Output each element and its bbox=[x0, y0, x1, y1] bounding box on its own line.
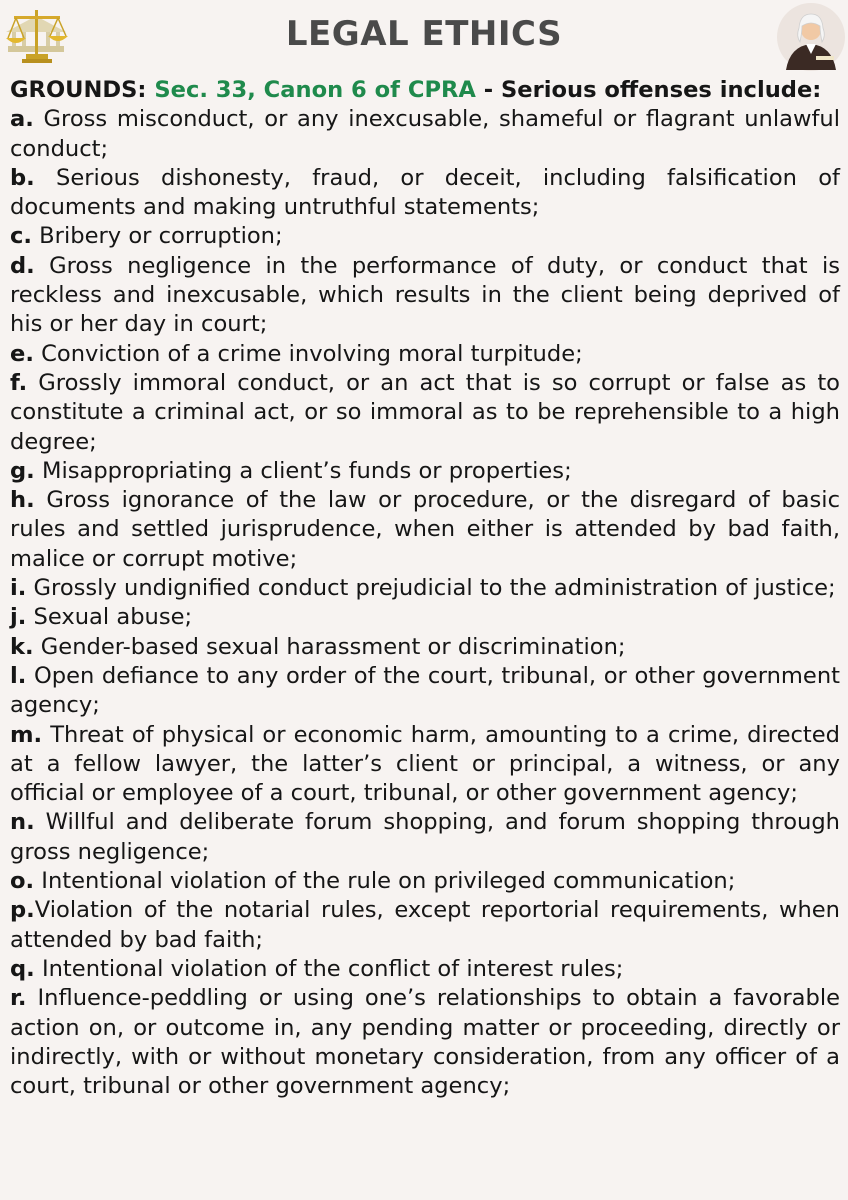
list-item bbox=[10, 955, 840, 984]
item-text: Gross misconduct, or any inexcusable, shameful or flagrant unlawful conduct; bbox=[10, 106, 841, 162]
item-letter: k. bbox=[10, 633, 34, 660]
list-item bbox=[10, 369, 840, 457]
item-letter: b. bbox=[10, 164, 35, 191]
item-text: Conviction of a crime involving moral turpitude; bbox=[41, 340, 583, 367]
item-text: Intentional violation of the rule on privileged communication; bbox=[41, 868, 736, 895]
item-letter: l. bbox=[10, 662, 27, 689]
list-item bbox=[10, 105, 840, 164]
list-item bbox=[10, 457, 840, 486]
item-letter: p. bbox=[10, 897, 35, 924]
item-text: Influence-peddling or using one’s relationships to obtain a favorable action on, or outcome in, any pending matter or proceeding, directly or indirectly, with or without monetary consideration, from any officer of a court, tribunal or other government agency; bbox=[10, 985, 841, 1100]
item-text: Violation of the notarial rules, except reportorial requirements, when attended by bad faith; bbox=[10, 897, 840, 953]
item-text: Grossly immoral conduct, or an act that is so corrupt or false as to constitute a criminal act, or so immoral as to be reprehensible to a high degree; bbox=[10, 369, 840, 455]
item-text: Misappropriating a client’s funds or properties; bbox=[41, 457, 572, 484]
item-text: Gross ignorance of the law or procedure, or the disregard of basic rules and settled jurisprudence, when either is attended by bad faith, malice or corrupt motive; bbox=[10, 487, 840, 572]
item-letter: g. bbox=[10, 457, 35, 484]
item-text: Gender-based sexual harassment or discrimination; bbox=[40, 633, 626, 660]
item-text: Bribery or corruption; bbox=[39, 223, 283, 250]
list-item bbox=[10, 340, 840, 369]
item-letter: f. bbox=[10, 369, 28, 396]
item-text: Open defiance to any order of the court, tribunal, or other government agency; bbox=[10, 662, 840, 719]
list-item bbox=[10, 867, 840, 896]
item-letter: e. bbox=[10, 340, 34, 367]
item-letter: j. bbox=[10, 604, 27, 631]
item-letter: c. bbox=[10, 223, 32, 250]
grounds-label: GROUNDS: bbox=[10, 77, 147, 103]
item-text: Threat of physical or economic harm, amounting to a crime, directed at a fellow lawyer, the latter’s client or principal, a witness, or any official or employee of a court, tribunal, or other government agency; bbox=[10, 721, 840, 807]
list-item bbox=[10, 633, 840, 662]
item-letter: h. bbox=[10, 487, 35, 514]
list-item bbox=[10, 222, 840, 251]
list-item bbox=[10, 721, 840, 809]
item-letter: m. bbox=[10, 721, 43, 748]
section-reference: Sec. 33, Canon 6 of CPRA bbox=[154, 77, 476, 103]
list-item bbox=[10, 896, 840, 955]
list-item bbox=[10, 574, 840, 603]
list-item bbox=[10, 164, 840, 223]
item-letter: a. bbox=[10, 106, 34, 133]
list-item bbox=[10, 662, 840, 721]
item-letter: d. bbox=[10, 252, 35, 279]
offense-list bbox=[10, 105, 840, 1101]
item-text: Serious dishonesty, fraud, or deceit, including falsification of documents and making untruthful statements; bbox=[10, 164, 841, 221]
grounds-heading bbox=[10, 76, 840, 105]
item-text: Sexual abuse; bbox=[33, 604, 193, 631]
item-letter: r. bbox=[10, 985, 27, 1012]
item-letter: n. bbox=[10, 809, 35, 836]
page-title: LEGAL ETHICS bbox=[285, 14, 563, 54]
grounds-content bbox=[10, 76, 840, 1101]
judge-icon bbox=[776, 2, 846, 72]
item-text: Intentional violation of the conflict of interest rules; bbox=[41, 955, 624, 982]
list-item bbox=[10, 486, 840, 574]
item-text: Willful and deliberate forum shopping, and forum shopping through gross negligence; bbox=[10, 809, 841, 865]
list-item bbox=[10, 808, 840, 867]
list-item bbox=[10, 984, 840, 1101]
item-letter: o. bbox=[10, 868, 35, 895]
item-text: Grossly undignified conduct prejudicial to the administration of justice; bbox=[33, 575, 836, 602]
list-item bbox=[10, 603, 840, 632]
item-text: Gross negligence in the performance of duty, or conduct that is reckless and inexcusable, which results in the client being deprived of his or her day in court; bbox=[10, 252, 841, 338]
list-item bbox=[10, 252, 840, 340]
item-letter: i. bbox=[10, 575, 27, 602]
grounds-tail: - Serious offenses include: bbox=[483, 77, 822, 103]
header bbox=[0, 0, 848, 78]
item-letter: q. bbox=[10, 955, 35, 982]
